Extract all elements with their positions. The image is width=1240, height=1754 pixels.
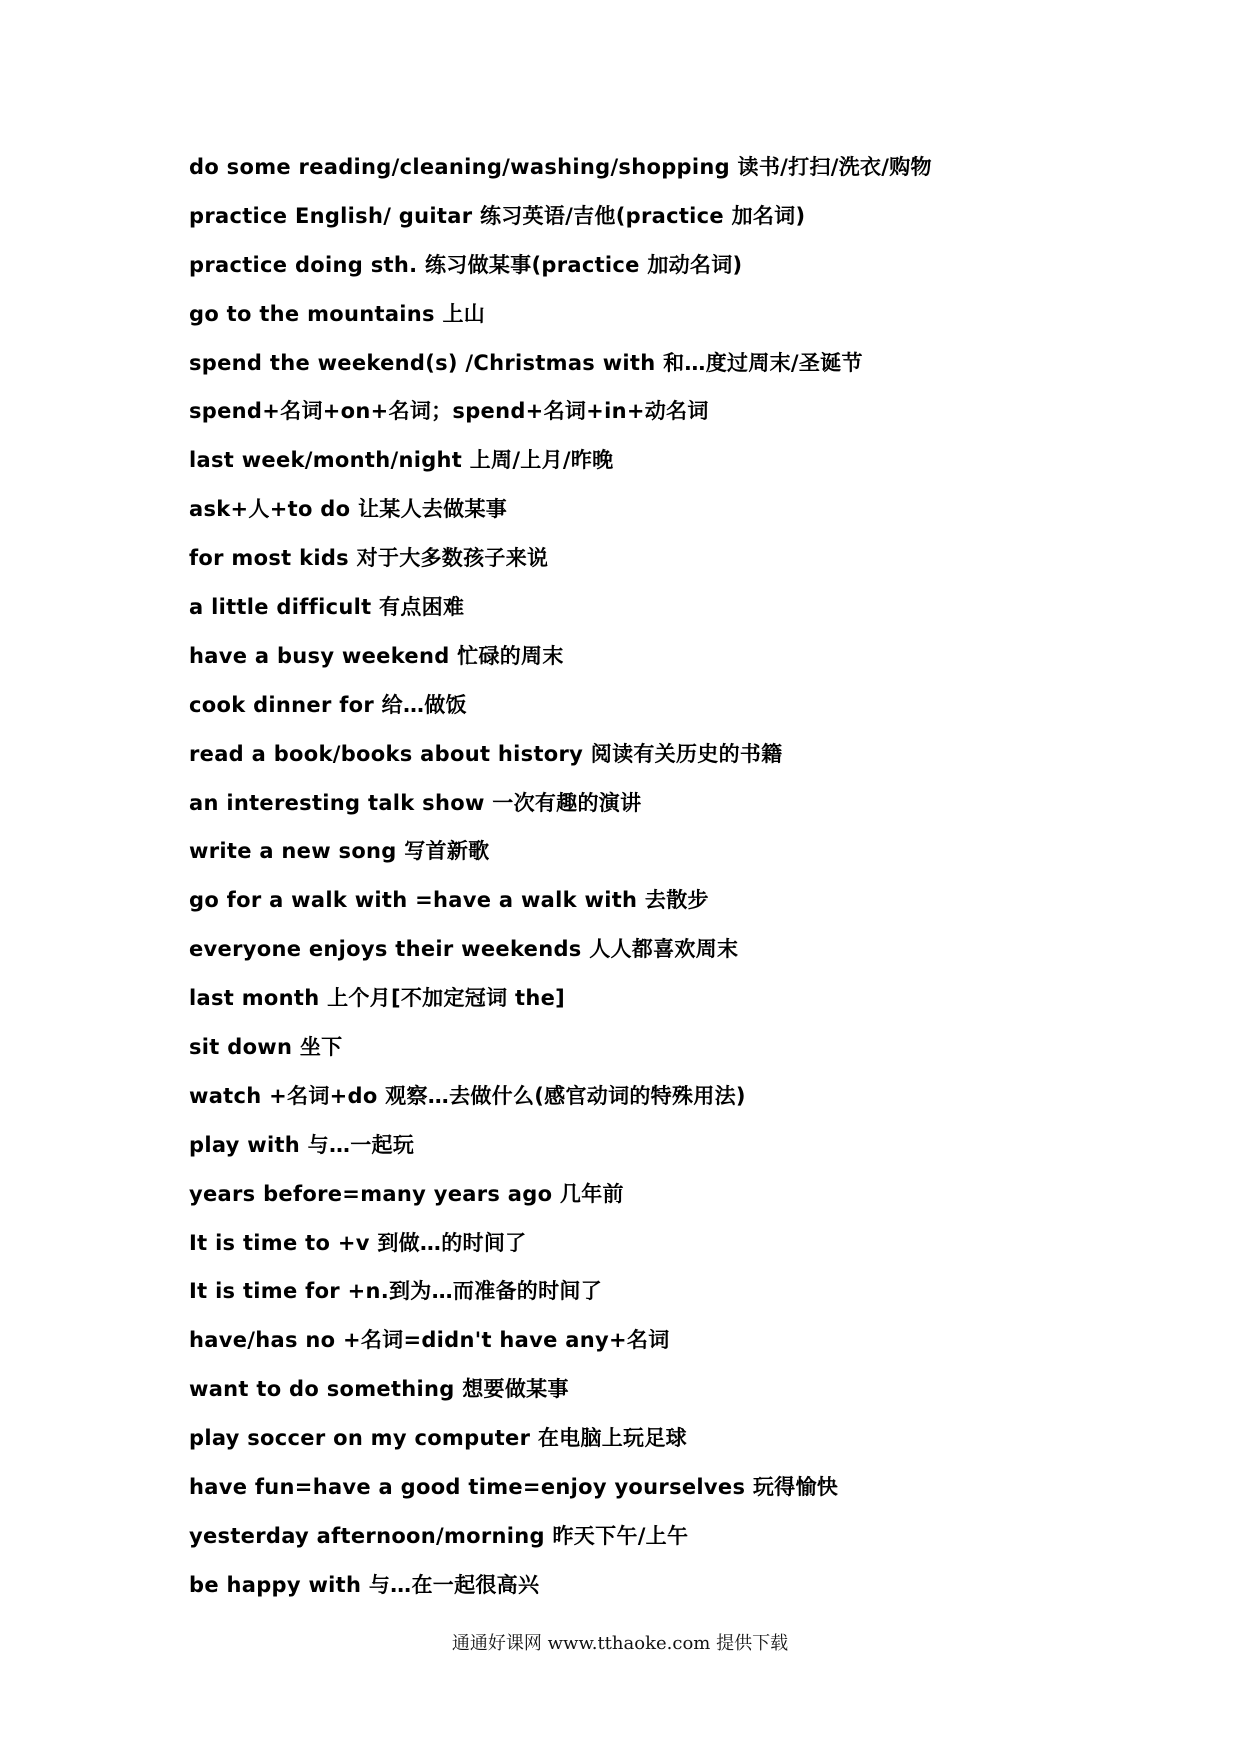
phrase-line: last month 上个月[不加定冠词 the] <box>189 986 566 1011</box>
phrase-line: want to do something 想要做某事 <box>189 1377 569 1402</box>
phrase-line: yesterday afternoon/morning 昨天下午/上午 <box>189 1523 689 1548</box>
phrase-line: be happy with 与…在一起很高兴 <box>189 1572 540 1597</box>
phrase-line: It is time for +n.到为…而准备的时间了 <box>189 1279 602 1304</box>
phrase-line: have a busy weekend 忙碌的周末 <box>189 643 564 668</box>
phrase-line: everyone enjoys their weekends 人人都喜欢周末 <box>189 937 739 962</box>
phrase-line: an interesting talk show 一次有趣的演讲 <box>189 790 642 815</box>
phrase-line: practice doing sth. 练习做某事(practice 加动名词) <box>189 252 743 277</box>
phrase-line: go to the mountains 上山 <box>189 301 486 326</box>
phrase-line: cook dinner for 给…做饭 <box>189 692 467 717</box>
phrase-line: play with 与…一起玩 <box>189 1132 415 1157</box>
phrase-line: spend the weekend(s) /Christmas with 和…度过周末/圣诞节 <box>189 350 863 375</box>
phrase-line: practice English/ guitar 练习英语/吉他(practice 加名词) <box>189 203 806 228</box>
phrase-line: play soccer on my computer 在电脑上玩足球 <box>189 1426 687 1451</box>
phrase-line: read a book/books about history 阅读有关历史的书籍 <box>189 741 783 766</box>
phrase-line: do some reading/cleaning/washing/shopping 读书/打扫/洗衣/购物 <box>189 155 932 179</box>
phrase-line: last week/month/night 上周/上月/昨晚 <box>189 448 614 473</box>
phrase-line: for most kids 对于大多数孩子来说 <box>189 546 549 571</box>
phrase-line: spend+名词+on+名词；spend+名词+in+动名词 <box>189 399 709 424</box>
phrase-line: a little difficult 有点困难 <box>189 595 465 620</box>
phrase-line: It is time to +v 到做…的时间了 <box>189 1230 527 1255</box>
phrase-line: years before=many years ago 几年前 <box>189 1181 624 1206</box>
phrase-list <box>189 152 1189 1619</box>
phrase-line: ask+人+to do 让某人去做某事 <box>189 497 508 522</box>
page-footer: 通通好课网 www.tthaoke.com 提供下载 <box>451 1633 789 1654</box>
phrase-line: go for a walk with =have a walk with 去散步 <box>189 888 709 913</box>
phrase-line: write a new song 写首新歌 <box>189 839 490 864</box>
phrase-line: watch +名词+do 观察…去做什么(感官动词的特殊用法) <box>189 1083 746 1108</box>
phrase-line: have fun=have a good time=enjoy yourselves 玩得愉快 <box>189 1475 839 1500</box>
phrase-line: sit down 坐下 <box>189 1035 343 1060</box>
phrase-line: have/has no +名词=didn't have any+名词 <box>189 1328 670 1353</box>
